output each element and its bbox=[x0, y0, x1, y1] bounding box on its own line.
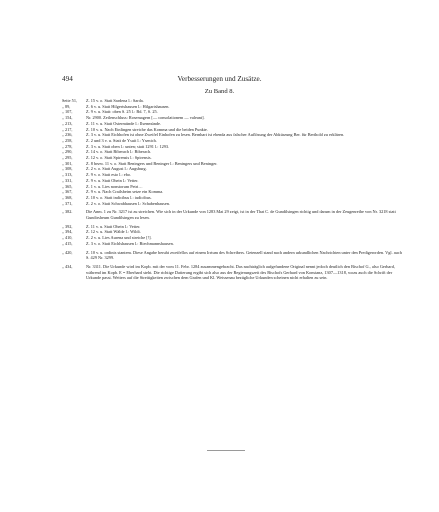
entry-reference: „ 331, bbox=[62, 177, 73, 183]
entry-text: Z. 1 v. u. Lies nonstorum Petri… bbox=[86, 183, 143, 189]
entry-text: Z. 14 v. o. Statt Biberach l.: Biberach. bbox=[86, 149, 152, 155]
entry-text: Z. 3 v. u. Statt oben l.: unten; statt 1291 l.: 1293. bbox=[86, 143, 170, 149]
entry-reference: „ 365, bbox=[62, 183, 73, 189]
entry-reference: „ 308, bbox=[62, 166, 73, 172]
entry-reference: „ 258, bbox=[62, 137, 73, 143]
entry-reference: „ 392, bbox=[62, 223, 73, 229]
entry-reference: „ 434, bbox=[62, 263, 73, 269]
section-title: Zu Band 8. bbox=[204, 88, 235, 95]
entry-text: Z. 10 v. o. Statt indicibus l.: iudicibus. bbox=[86, 194, 152, 200]
entry-reference: „ 89, bbox=[62, 103, 71, 109]
entry-reference: „ 420, bbox=[62, 249, 73, 255]
entry-reference: „ 290, bbox=[62, 149, 73, 155]
entry-reference: „ 236, bbox=[62, 132, 73, 138]
correction-entry bbox=[62, 209, 402, 220]
entry-reference: „ 382. bbox=[62, 209, 73, 215]
correction-entry bbox=[62, 241, 402, 247]
entry-text: Z. 9 v. o. Statt esto l.: ebo. bbox=[86, 172, 132, 178]
entry-reference: „ 371, bbox=[62, 200, 73, 206]
entry-text: Z. 3 v. u. Statt Eichhofen ist ohne Zweifel Einhofen zu lesen. Bernhart ist ebenda aus falscher Auflösung der Abkürzung Ber. für Berthold zu erklären. bbox=[86, 132, 345, 138]
entry-reference: Seite 51, bbox=[62, 98, 78, 103]
entry-reference: „ 410, bbox=[62, 235, 73, 241]
corrections-list bbox=[62, 98, 402, 281]
page-number: 494 bbox=[62, 75, 73, 83]
entry-reference: „ 295, bbox=[62, 155, 73, 161]
entry-text: Z. 3 v. o. Statt Eichlshausen l.: Biechmannshausen. bbox=[86, 240, 174, 246]
entry-reference: „ 154, bbox=[62, 115, 73, 121]
entry-text: Z. 10 v. u. ordinis stantem. Diese Angabe beruht zweifellos auf einem Irrtum des Schreibers. Getenzell stand nach andern urkundlichen Nachrichten unter den Predigerorden. Vgl. auch S. 429 Nr. 3299. bbox=[86, 249, 402, 261]
entry-text: Z. 2 v. o. Statt Schwabhausen l.: Schabenhausen. bbox=[86, 200, 170, 206]
entry-text: Z. 12 v. u. Statt Wälde l.: Wildi. bbox=[86, 229, 141, 235]
entry-reference: „ 217, bbox=[62, 126, 73, 132]
entry-reference: „ 394, bbox=[62, 229, 73, 235]
entry-reference: „ 278, bbox=[62, 143, 73, 149]
correction-entry bbox=[62, 201, 402, 207]
entry-reference: „ 301, bbox=[62, 160, 73, 166]
entry-reference: „ 313, bbox=[62, 172, 73, 178]
correction-entry bbox=[62, 250, 402, 261]
entry-text: Z. 9 v. u. Statt Ohein l.: Vetter. bbox=[86, 177, 139, 183]
entry-reference: „ 213, bbox=[62, 120, 73, 126]
entry-text: Z. 2 und 3 v. u. Statt de Ysuit l.: Ysenich. bbox=[86, 137, 157, 143]
entry-text: Z. 15 v. o. Statt Sardena l.: Sarda. bbox=[86, 98, 144, 103]
entry-text: Z. 9 v. u. Statt: oben S. 25 l.: Bd. 7, S. 25. bbox=[86, 109, 158, 115]
entry-reference: „ 367, bbox=[62, 189, 73, 195]
entry-text: Z. 2 v. u. Lies Aurena und streiche [!]. bbox=[86, 235, 152, 241]
entry-text: Z. 10 v. u. Nach Einlingen streiche das Komma und die beiden Punkte. bbox=[86, 126, 208, 132]
entry-text: Z. 2 v. o. Statt August l.: Augsburg. bbox=[86, 166, 147, 172]
entry-text: Nr. 2900. Zeilenschluss: Rosemagern [— consolationem — valeant]. bbox=[86, 115, 205, 121]
entry-text: Z. 9 v. u. Nach Crailsbeim setze ein Komma. bbox=[86, 189, 164, 195]
entry-text: Z. 11 v. u. Statt Ostermünde l.: Ilsenmünde. bbox=[86, 120, 161, 126]
entry-text: Z. 11 v. u. Statt Ohein l.: Vetter. bbox=[86, 223, 141, 229]
page-header: Verbesserungen und Zusätze. bbox=[177, 75, 262, 83]
correction-entry bbox=[62, 264, 402, 281]
entry-text: Z. 12 v. o. Statt Spirensis l.: Spirensis. bbox=[86, 155, 152, 161]
end-divider bbox=[207, 450, 245, 451]
entry-text: Z. 6 v. u. Statt Hilgertshausen l.: Hilgartshausen. bbox=[86, 103, 170, 109]
entry-text: Die Anm. 1 zu Nr. 3217 ist zu streichen. Wie sich in der Urkunde von 1283 Mai 29 zeigt, ist in der That C. de Gundilsingen richtig und darum in der Zeugenreihe von Nr. 3218 statt Gundirsheum Gundilsingen zu lesen. bbox=[86, 209, 396, 221]
entry-text: Z. 8 bezw. 11 v. o. Statt Beningers und Beninger l.: Beningers und Beninger. bbox=[86, 160, 218, 166]
entry-reference: „ 107, bbox=[62, 109, 73, 115]
entry-text: Nr. 3311. Die Urkunde wird im Kopb. mit der vom 11. Febr. 1284 zusammengebracht. Das nachträglich aufgefundene Original nennt jedoch deutlich den Bischof G., also Gerhard, während im Kopb. E = Eberhard steht. Die richtige Datierung ergibt sich also aus der Regierungszeit des Bischofs Gerhard von Konstanz, 1307—1318, wozu auch die Schrift der Urkunde passt. Weiters auf die Streitigkeiten zwischen dem Grafen und Kl. Weissenau bezügliche Urkunden scheinen nicht erhalten zu sein. bbox=[86, 263, 395, 281]
entry-reference: „ 415, bbox=[62, 240, 73, 246]
entry-reference: „ 368, bbox=[62, 194, 73, 200]
